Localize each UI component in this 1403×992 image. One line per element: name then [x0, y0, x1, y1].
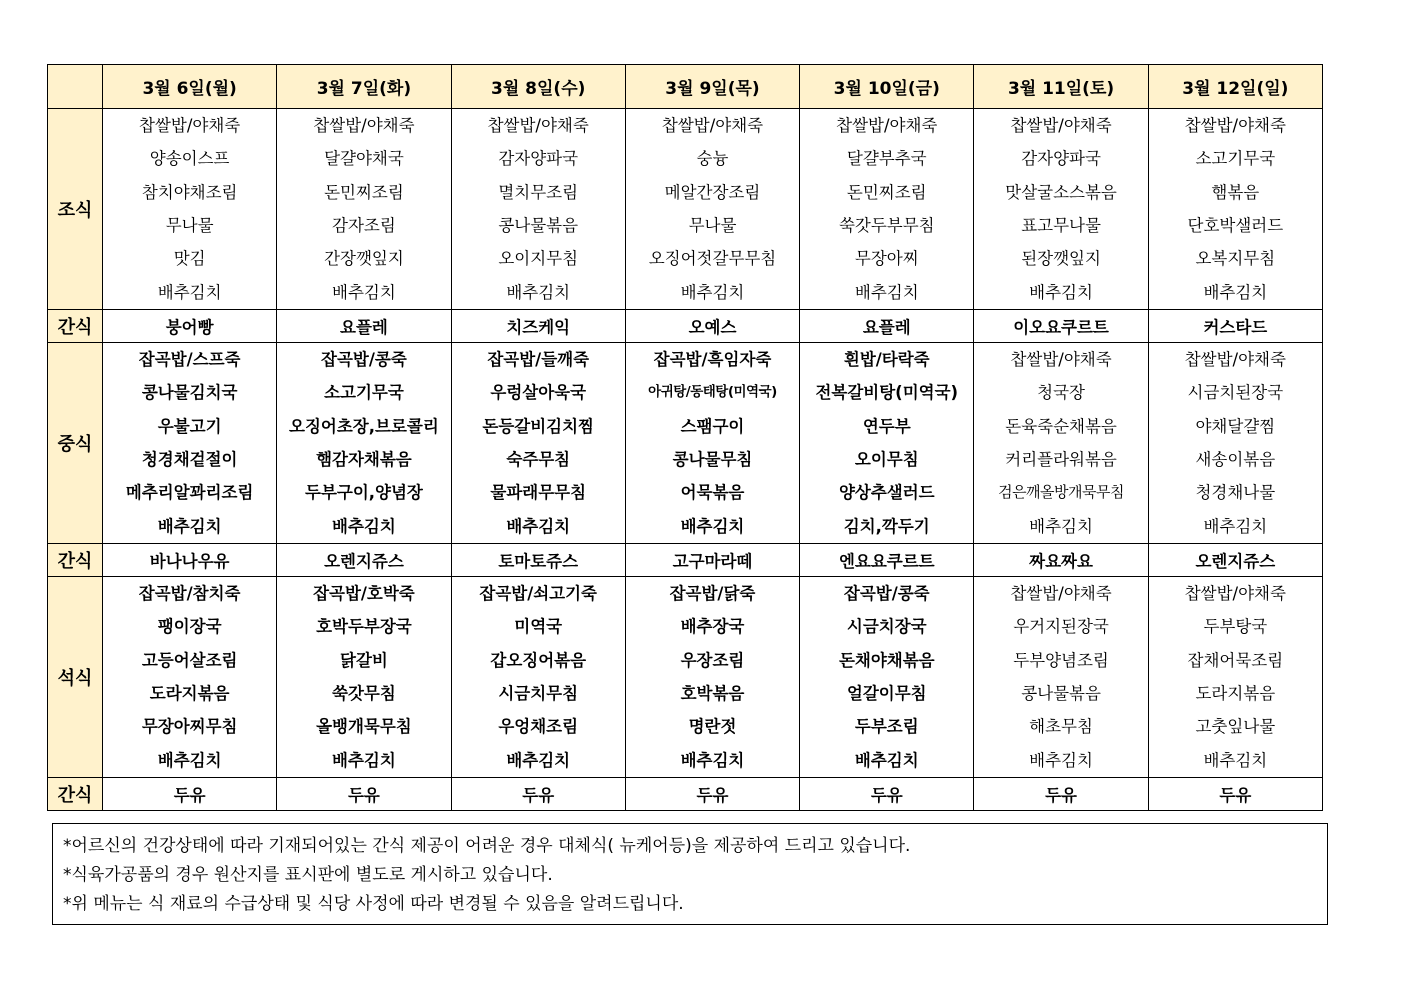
day-header: 3월 7일(화)	[277, 65, 451, 109]
menu-item: 아귀탕/동태탕(미역국)	[648, 384, 777, 401]
menu-item: 배추장국	[680, 617, 745, 637]
menu-item: 호박볶음	[680, 684, 745, 703]
menu-item: 배추김치	[157, 282, 222, 302]
menu-item: 찹쌀밥/야채죽	[1184, 584, 1286, 604]
menu-item: 해초무침	[1029, 717, 1093, 737]
weekly-menu-table	[47, 64, 1323, 811]
menu-cell	[800, 577, 974, 778]
menu-item: 단호박샐러드	[1187, 216, 1284, 235]
menu-item: 두부구이,양념장	[305, 483, 423, 503]
menu-item: 우불고기	[157, 416, 222, 436]
menu-item: 도라지볶음	[1195, 684, 1276, 703]
menu-item: 메추리알꽈리조림	[125, 483, 254, 503]
menu-item: 우엉채조림	[498, 717, 579, 737]
menu-item: 잡곡밥/콩죽	[843, 584, 930, 604]
menu-item: 고등어살조림	[141, 650, 238, 670]
snack-cell: 두유	[277, 778, 451, 811]
menu-item: 잡채어묵조림	[1187, 650, 1284, 670]
menu-cell	[277, 343, 451, 544]
menu-cell	[451, 109, 625, 310]
menu-item: 배추김치	[680, 750, 745, 770]
snack-cell: 두유	[800, 778, 974, 811]
menu-item: 명란젓	[688, 717, 737, 737]
snack-label: 간식	[48, 544, 103, 577]
menu-cell	[451, 577, 625, 778]
menu-item: 호박두부장국	[316, 617, 412, 637]
snack-cell: 두유	[103, 778, 277, 811]
menu-item: 오복지무침	[1195, 249, 1276, 269]
menu-item: 맛살굴소스볶음	[1005, 182, 1117, 202]
note-line: *어르신의 건강상태에 따라 기재되어있는 간식 제공이 어려운 경우 대체식( 뉴케어등)을 제공하여 드리고 있습니다.	[63, 836, 911, 856]
day-header: 3월 9일(목)	[625, 65, 799, 109]
menu-item: 배추김치	[332, 750, 396, 770]
menu-item: 멸치무조림	[498, 182, 579, 202]
header-row	[48, 65, 1323, 109]
menu-cell	[625, 109, 799, 310]
snack-cell: 두유	[451, 778, 625, 811]
menu-cell	[451, 343, 625, 544]
menu-item: 연두부	[862, 416, 911, 436]
menu-item: 배추김치	[1029, 282, 1093, 302]
menu-item: 어묵볶음	[680, 483, 745, 503]
menu-item: 찹쌀밥/야채죽	[1184, 116, 1286, 136]
menu-cell	[103, 109, 277, 310]
snack-row-afternoon	[48, 544, 1323, 577]
menu-item: 커리플라워볶음	[1005, 450, 1117, 469]
menu-item: 찹쌀밥/야채죽	[487, 116, 589, 136]
menu-item: 스팸구이	[680, 416, 745, 436]
menu-item: 청국장	[1037, 383, 1085, 403]
menu-item: 배추김치	[506, 282, 571, 302]
menu-cell	[1148, 109, 1322, 310]
menu-item: 찹쌀밥/야채죽	[661, 116, 764, 136]
menu-cell	[103, 343, 277, 544]
menu-item: 오이지무침	[498, 249, 579, 269]
menu-item: 팽이장국	[157, 617, 222, 637]
menu-cell	[277, 109, 451, 310]
menu-item: 배추김치	[1029, 750, 1093, 770]
menu-item: 잡곡밥/닭죽	[669, 584, 756, 604]
snack-cell: 오예스	[625, 310, 799, 343]
menu-item: 숭늉	[696, 149, 729, 169]
menu-item: 오이무침	[854, 450, 919, 469]
menu-item: 찹쌀밥/야채죽	[1010, 116, 1112, 136]
snack-cell: 바나나우유	[103, 544, 277, 577]
menu-item: 잡곡밥/콩죽	[321, 350, 407, 370]
menu-item: 시금치된장국	[1187, 383, 1284, 403]
menu-item: 검은깨올방개묵무침	[998, 483, 1124, 502]
menu-item: 고춧잎나물	[1195, 717, 1276, 737]
menu-item: 소고기무국	[1195, 149, 1276, 169]
snack-cell: 커스타드	[1148, 310, 1322, 343]
menu-item: 배추김치	[506, 516, 571, 536]
snack-cell: 토마토쥬스	[451, 544, 625, 577]
menu-item: 감자조림	[332, 216, 396, 235]
menu-item: 미역국	[514, 617, 563, 637]
menu-item: 무장아찌무침	[141, 717, 238, 737]
menu-item: 달걀부추국	[846, 149, 927, 169]
menu-item: 양상추샐러드	[838, 483, 935, 503]
menu-item: 잡곡밥/참치죽	[138, 584, 241, 604]
menu-cell	[1148, 577, 1322, 778]
menu-item: 배추김치	[1203, 516, 1268, 536]
menu-item: 돈민찌조림	[846, 182, 927, 202]
menu-item: 찹쌀밥/야채죽	[313, 116, 415, 136]
day-header: 3월 6일(월)	[103, 65, 277, 109]
note-line: *위 메뉴는 식 재료의 수급상태 및 식당 사정에 따라 변경될 수 있음을 알려드립니다.	[63, 894, 684, 914]
menu-item: 야채달걀찜	[1195, 416, 1276, 436]
menu-item: 감자양파국	[1021, 149, 1101, 169]
menu-item: 김치,깍두기	[843, 516, 930, 536]
menu-item: 무장아찌	[854, 249, 919, 269]
menu-item: 배추김치	[1203, 282, 1268, 302]
menu-item: 전복갈비탕(미역국)	[815, 383, 959, 403]
menu-item: 배추김치	[680, 282, 745, 302]
menu-item: 달걀야채국	[324, 149, 404, 169]
menu-item: 흰밥/타락죽	[843, 350, 930, 370]
menu-item: 양송이스프	[149, 149, 230, 169]
menu-item: 배추김치	[332, 282, 396, 302]
menu-item: 두부조림	[854, 717, 919, 737]
snack-cell: 요플레	[277, 310, 451, 343]
menu-item: 햄감자채볶음	[316, 450, 412, 469]
dinner-label: 석식	[48, 577, 103, 778]
menu-item: 찹쌀밥/야채죽	[1010, 350, 1112, 370]
menu-item: 간장깻잎지	[324, 249, 404, 269]
notes-box	[52, 823, 1328, 925]
menu-item: 갑오징어볶음	[490, 650, 587, 670]
menu-item: 배추김치	[1203, 750, 1268, 770]
note-line: *식육가공품의 경우 원산지를 표시판에 별도로 게시하고 있습니다.	[63, 865, 553, 885]
menu-item: 배추김치	[854, 750, 919, 770]
menu-item: 배추김치	[506, 750, 571, 770]
menu-item: 오징어젓갈무무침	[648, 249, 777, 269]
menu-item: 새송이볶음	[1195, 450, 1276, 469]
menu-item: 돈육죽순채볶음	[1005, 416, 1117, 436]
menu-item: 참치야채조림	[141, 182, 238, 202]
snack-cell: 붕어빵	[103, 310, 277, 343]
menu-cell	[974, 109, 1148, 310]
day-header: 3월 12일(일)	[1148, 65, 1322, 109]
snack-cell: 치즈케익	[451, 310, 625, 343]
menu-item: 찹쌀밥/야채죽	[139, 116, 241, 136]
day-header: 3월 10일(금)	[800, 65, 974, 109]
menu-item: 배추김치	[332, 516, 396, 536]
menu-item: 돈민찌조림	[324, 182, 404, 202]
snack-cell: 요플레	[800, 310, 974, 343]
menu-item: 찹쌀밥/야채죽	[836, 116, 938, 136]
menu-item: 메알간장조림	[664, 182, 761, 202]
menu-item: 잡곡밥/스프죽	[138, 350, 241, 370]
menu-item: 무나물	[688, 216, 737, 235]
menu-cell	[277, 577, 451, 778]
menu-item: 오징어초장,브로콜리	[289, 416, 439, 436]
snack-cell: 짜요짜요	[974, 544, 1148, 577]
menu-item: 배추김치	[157, 516, 222, 536]
day-header: 3월 8일(수)	[451, 65, 625, 109]
menu-item: 두부양념조림	[1013, 650, 1109, 670]
menu-item: 닭갈비	[340, 650, 388, 670]
menu-item: 배추김치	[1029, 516, 1093, 536]
menu-item: 찹쌀밥/야채죽	[1010, 584, 1112, 604]
menu-item: 배추김치	[157, 750, 222, 770]
snack-cell: 오렌지쥬스	[277, 544, 451, 577]
menu-item: 무나물	[165, 216, 214, 235]
menu-cell	[625, 343, 799, 544]
day-header: 3월 11일(토)	[974, 65, 1148, 109]
menu-cell	[1148, 343, 1322, 544]
snack-cell: 두유	[625, 778, 799, 811]
breakfast-row	[48, 109, 1323, 310]
menu-item: 콩나물볶음	[498, 216, 579, 235]
menu-item: 된장깻잎지	[1021, 249, 1101, 269]
snack-cell: 고구마라떼	[625, 544, 799, 577]
menu-item: 시금치장국	[846, 617, 927, 637]
dinner-row	[48, 577, 1323, 778]
menu-item: 돈채야채볶음	[838, 650, 935, 670]
snack-label: 간식	[48, 778, 103, 811]
menu-item: 물파래무무침	[490, 483, 587, 503]
menu-item: 찹쌀밥/야채죽	[1184, 350, 1286, 370]
header-corner	[48, 65, 103, 109]
snack-row-evening	[48, 778, 1323, 811]
menu-item: 배추김치	[680, 516, 745, 536]
snack-cell: 이오요쿠르트	[974, 310, 1148, 343]
menu-item: 표고무나물	[1021, 216, 1101, 235]
menu-cell	[103, 577, 277, 778]
snack-cell: 오렌지쥬스	[1148, 544, 1322, 577]
snack-label: 간식	[48, 310, 103, 343]
menu-item: 소고기무국	[324, 383, 404, 403]
lunch-row	[48, 343, 1323, 544]
menu-cell	[974, 343, 1148, 544]
menu-cell	[800, 343, 974, 544]
menu-item: 돈등갈비김치찜	[482, 416, 594, 436]
menu-cell	[800, 109, 974, 310]
menu-item: 감자양파국	[498, 149, 579, 169]
snack-cell: 두유	[974, 778, 1148, 811]
menu-item: 우장조림	[680, 650, 745, 670]
menu-item: 쑥갓두부무침	[838, 216, 935, 235]
lunch-label: 중식	[48, 343, 103, 544]
menu-item: 쑥갓무침	[332, 684, 396, 703]
snack-cell: 엔요요쿠르트	[800, 544, 974, 577]
menu-item: 청경채나물	[1195, 483, 1276, 503]
menu-item: 숙주무침	[506, 450, 571, 469]
breakfast-label: 조식	[48, 109, 103, 310]
menu-item: 잡곡밥/호박죽	[313, 584, 415, 604]
menu-item: 잡곡밥/쇠고기죽	[479, 584, 597, 604]
menu-item: 잡곡밥/들깨죽	[487, 350, 590, 370]
menu-item: 올뱅개묵무침	[316, 717, 412, 737]
menu-item: 시금치무침	[498, 684, 579, 703]
menu-item: 햄볶음	[1211, 182, 1260, 202]
menu-item: 우거지된장국	[1013, 617, 1109, 637]
menu-item: 맛김	[173, 249, 206, 269]
menu-item: 콩나물무침	[672, 450, 753, 469]
menu-item: 우렁살아욱국	[490, 383, 587, 403]
menu-item: 청경채겉절이	[141, 450, 238, 469]
snack-cell: 두유	[1148, 778, 1322, 811]
menu-item: 얼갈이무침	[846, 684, 927, 703]
menu-cell	[974, 577, 1148, 778]
menu-item: 콩나물김치국	[141, 383, 238, 403]
snack-row-morning	[48, 310, 1323, 343]
menu-item: 콩나물볶음	[1021, 684, 1101, 703]
menu-item: 두부탕국	[1203, 617, 1268, 637]
menu-item: 잡곡밥/흑임자죽	[653, 350, 772, 370]
menu-item: 도라지볶음	[149, 684, 230, 703]
menu-cell	[625, 577, 799, 778]
menu-item: 배추김치	[854, 282, 919, 302]
